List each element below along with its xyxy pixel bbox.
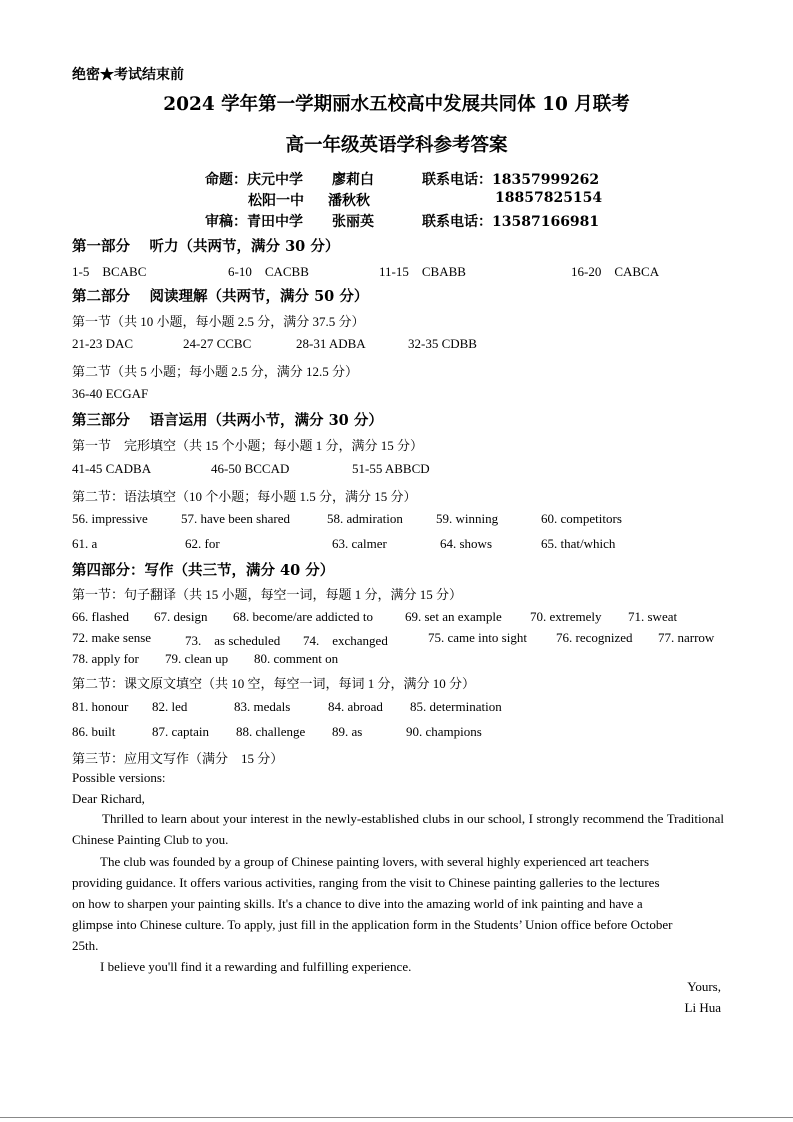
part2-answer: 28-31 ADBA bbox=[296, 336, 366, 351]
part4-section2: 第二节：课文原文填空（共 10 空，每空一词，每词 1 分，满分 10 分） bbox=[72, 676, 476, 691]
letter-paragraph-2-line: The club was founded by a group of Chinese painting lovers, with several highly experienced art teachers bbox=[100, 854, 650, 869]
letter-closing: Yours, bbox=[687, 979, 721, 994]
page-subtitle: 高一年级英语学科参考答案 bbox=[285, 135, 508, 156]
author2-school: 松阳一中 bbox=[248, 193, 304, 209]
translation-answer: 75. came into sight bbox=[428, 630, 527, 645]
text-fill-answer: 90. champions bbox=[406, 724, 482, 739]
text-fill-answer: 85. determination bbox=[410, 699, 502, 714]
letter-paragraph-2-line: glimpse into Chinese culture. To apply, just fill in the application form in the Students’ Union office before October bbox=[72, 917, 673, 932]
translation-answer: 72. make sense bbox=[72, 630, 152, 645]
translation-answer: 79. clean up bbox=[165, 651, 229, 666]
translation-answer: 66. flashed bbox=[72, 609, 130, 624]
reviewer-phone: 联系电话：13587166981 bbox=[422, 214, 600, 230]
part1-answer: 11-15 CBABB bbox=[379, 264, 466, 279]
letter-signature: Li Hua bbox=[684, 1000, 721, 1015]
text-fill-answer: 88. challenge bbox=[236, 724, 306, 739]
grammar-answer: 58. admiration bbox=[327, 511, 403, 526]
letter-paragraph-3: I believe you'll find it a rewarding and fulfilling experience. bbox=[100, 959, 412, 974]
translation-answer: 70. extremely bbox=[530, 609, 602, 624]
part2-title: 第二部分 阅读理解（共两节，满分 50 分） bbox=[72, 288, 369, 305]
grammar-answer: 60. competitors bbox=[541, 511, 622, 526]
versions-label: Possible versions: bbox=[72, 770, 166, 785]
page-bottom-rule bbox=[0, 1117, 793, 1118]
grammar-answer: 63. calmer bbox=[332, 536, 387, 551]
part1-answer: 1-5 BCABC bbox=[72, 264, 147, 279]
grammar-answer: 59. winning bbox=[436, 511, 499, 526]
page-title: 2024 学年第一学期丽水五校高中发展共同体 10 月联考 bbox=[163, 94, 630, 115]
author-phone: 联系电话：18357999262 bbox=[422, 172, 600, 188]
part3-section2: 第二节：语法填空（10 个小题；每小题 1.5 分，满分 15 分） bbox=[72, 489, 417, 504]
text-fill-answer: 82. led bbox=[152, 699, 188, 714]
translation-answer: 76. recognized bbox=[556, 630, 633, 645]
reviewer-name: 张丽英 bbox=[332, 214, 374, 230]
translation-answer: 80. comment on bbox=[254, 651, 339, 666]
part1-answer: 16-20 CABCA bbox=[571, 264, 660, 279]
text-fill-answer: 81. honour bbox=[72, 699, 129, 714]
part3-section1: 第一节 完形填空（共 15 个小题；每小题 1 分，满分 15 分） bbox=[72, 438, 424, 453]
part3-answer: 46-50 BCCAD bbox=[211, 461, 290, 476]
grammar-answer: 61. a bbox=[72, 536, 98, 551]
text-fill-answer: 89. as bbox=[332, 724, 363, 739]
confidential-label: 绝密★考试结束前 bbox=[72, 67, 184, 83]
grammar-answer: 57. have been shared bbox=[181, 511, 291, 526]
part4-title: 第四部分：写作（共三节，满分 40 分） bbox=[72, 562, 335, 579]
part2-answer: 36-40 ECGAF bbox=[72, 386, 149, 401]
translation-answer: 74. exchanged bbox=[303, 633, 388, 648]
translation-answer: 77. narrow bbox=[658, 630, 715, 645]
part3-answer: 41-45 CADBA bbox=[72, 461, 152, 476]
part4-section1: 第一节：句子翻译（共 15 小题，每空一词，每题 1 分，满分 15 分） bbox=[72, 587, 463, 602]
text-fill-answer: 84. abroad bbox=[328, 699, 383, 714]
translation-answer: 73. as scheduled bbox=[185, 633, 281, 648]
grammar-answer: 65. that/which bbox=[541, 536, 616, 551]
grammar-answer: 56. impressive bbox=[72, 511, 148, 526]
author-label: 命题：庆元中学 bbox=[205, 172, 303, 188]
letter-paragraph-2-line: 25th. bbox=[72, 938, 99, 953]
part2-answer: 24-27 CCBC bbox=[183, 336, 252, 351]
translation-answer: 68. become/are addicted to bbox=[233, 609, 374, 624]
part2-section2: 第二节（共 5 小题；每小题 2.5 分，满分 12.5 分） bbox=[72, 364, 359, 379]
part2-answer: 21-23 DAC bbox=[72, 336, 134, 351]
text-fill-answer: 87. captain bbox=[152, 724, 210, 739]
translation-answer: 78. apply for bbox=[72, 651, 139, 666]
reviewer-label: 审稿：青田中学 bbox=[205, 214, 303, 230]
text-fill-answer: 83. medals bbox=[234, 699, 291, 714]
part3-title: 第三部分 语言运用（共两小节，满分 30 分） bbox=[72, 412, 383, 429]
grammar-answer: 62. for bbox=[185, 536, 220, 551]
author2-name: 潘秋秋 bbox=[328, 193, 370, 209]
letter-paragraph-2-line: on how to sharpen your painting skills. It's a chance to dive into the amazing world of ink painting and have a bbox=[72, 896, 643, 911]
part2-answer: 32-35 CDBB bbox=[408, 336, 477, 351]
part1-title: 第一部分 听力（共两节，满分 30 分） bbox=[72, 238, 340, 255]
part4-section3: 第三节：应用文写作（满分 15 分） bbox=[72, 751, 284, 766]
author-name: 廖莉白 bbox=[332, 172, 374, 188]
letter-paragraph-2-line: providing guidance. It offers various activities, ranging from the visit to Chinese painting galleries to the lectures bbox=[72, 875, 660, 890]
letter-paragraph-1: Thrilled to learn about your interest in the newly-established clubs in our school, I strongly recommend the Traditional Chinese Painting Club to you. bbox=[72, 811, 724, 847]
grammar-answer: 64. shows bbox=[440, 536, 493, 551]
translation-answer: 69. set an example bbox=[405, 609, 502, 624]
text-fill-answer: 86. built bbox=[72, 724, 116, 739]
part2-section1: 第一节（共 10 小题，每小题 2.5 分，满分 37.5 分） bbox=[72, 314, 365, 329]
translation-answer: 71. sweat bbox=[628, 609, 678, 624]
translation-answer: 67. design bbox=[154, 609, 208, 624]
letter-greeting: Dear Richard, bbox=[72, 791, 145, 806]
part1-answer: 6-10 CACBB bbox=[228, 264, 309, 279]
part3-answer: 51-55 ABBCD bbox=[352, 461, 430, 476]
author2-phone: 18857825154 bbox=[495, 190, 603, 206]
